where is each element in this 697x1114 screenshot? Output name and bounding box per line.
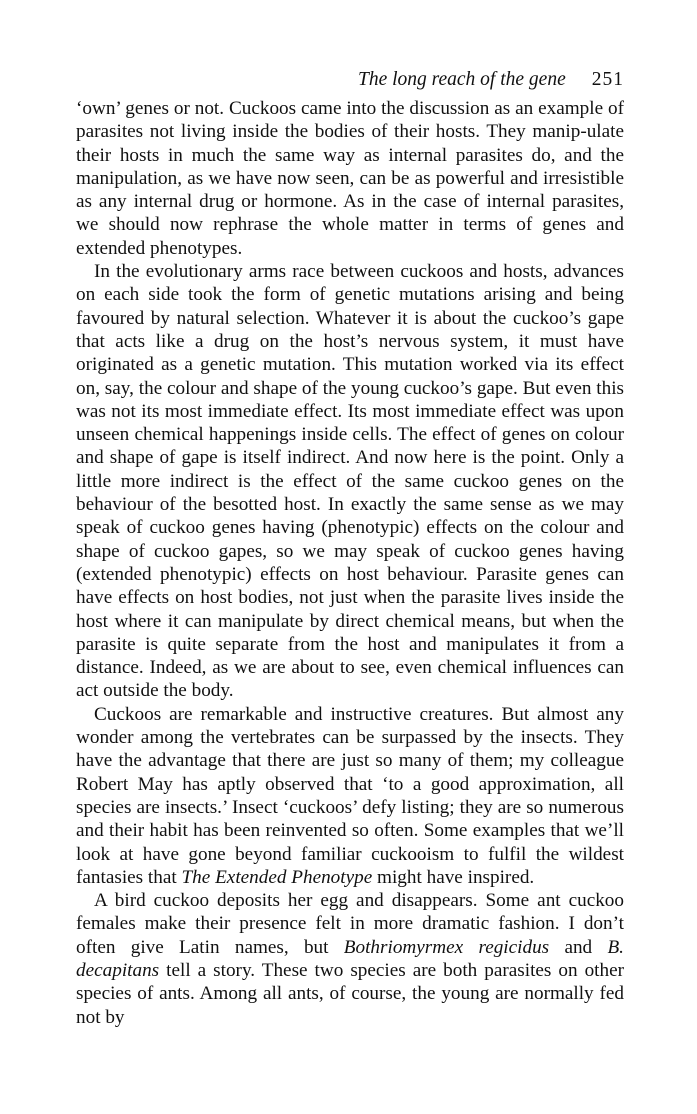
body-text [76,97,624,1029]
paragraph [76,97,624,260]
paragraph [76,703,624,889]
latin-name: B. decapitans [76,936,624,981]
latin-name: Bothriomyrmex regicidus [343,936,550,958]
paragraph [76,260,624,703]
paragraph-text: and [549,936,608,958]
running-head [358,68,624,92]
book-title: The Extended Phenotype [181,866,373,888]
paragraph-text: might have inspired. [372,866,535,888]
paragraph [76,889,624,1029]
paragraph-text: ‘own’ genes or not. Cuckoos came into the discussion as an example of parasites not living inside the bodies of their hosts. They manip-ulate their hosts in much the same way as internal parasites do, and the manipulation, as we have now seen, can be as powerful and irresistible as any internal drug or hormone. As in the case of internal parasites, we should now rephrase the whole matter in terms of genes and extended phenotypes. [76,98,624,259]
paragraph-text: A bird cuckoo deposits her egg and disappears. Some ant cuckoo females make their presence felt in more dramatic fashion. I don’t often give Latin names, but [76,890,624,958]
paragraph-text: In the evolutionary arms race between cuckoos and hosts, advances on each side took the form of genetic mutations arising and being favoured by natural selection. Whatever it is about the cuckoo’s gape that acts like a drug on the host’s nervous system, it must have originated as a genetic mutation. This mutation worked via its effect on, say, the colour and shape of the young cuckoo’s gape. But even this was not its most immediate effect. Its most immediate effect was upon unseen chemical happenings inside cells. The effect of genes on colour and shape of gape is itself indirect. And now here is the point. Only a little more indirect is the effect of the same cuckoo genes on the behaviour of the besotted host. In exactly the same sense as we may speak of cuckoo genes having (phenotypic) effects on the colour and shape of cuckoo gapes, so we may speak of cuckoo genes having (extended phenotypic) effects on host behaviour. Parasite genes can have effects on host bodies, not just when the parasite lives inside the host where it can manipulate by direct chemical means, but when the parasite is quite separate from the host and manipulates it from a distance. Indeed, as we are about to see, even chemical influences can act outside the body. [76,261,624,702]
paragraph-text: tell a story. These two species are both parasites on other species of ants. Among all ants, of course, the young are normally fed not by [76,959,624,1028]
paragraph-text: Cuckoos are remarkable and instructive creatures. But almost any wonder among the vertebrates can be surpassed by the insects. They have the advantage that there are just so many of them; my colleague Robert May has aptly observed that ‘to a good approximation, all species are insects.’ Insect ‘cuckoos’ defy listing; they are so numerous and their habit has been reinvented so often. Some examples that we’ll look at have gone beyond familiar cuckooism to fulfil the wildest fantasies that [76,703,624,888]
page-number: 251 [591,69,624,90]
running-head-title: The long reach of the gene [357,69,566,90]
